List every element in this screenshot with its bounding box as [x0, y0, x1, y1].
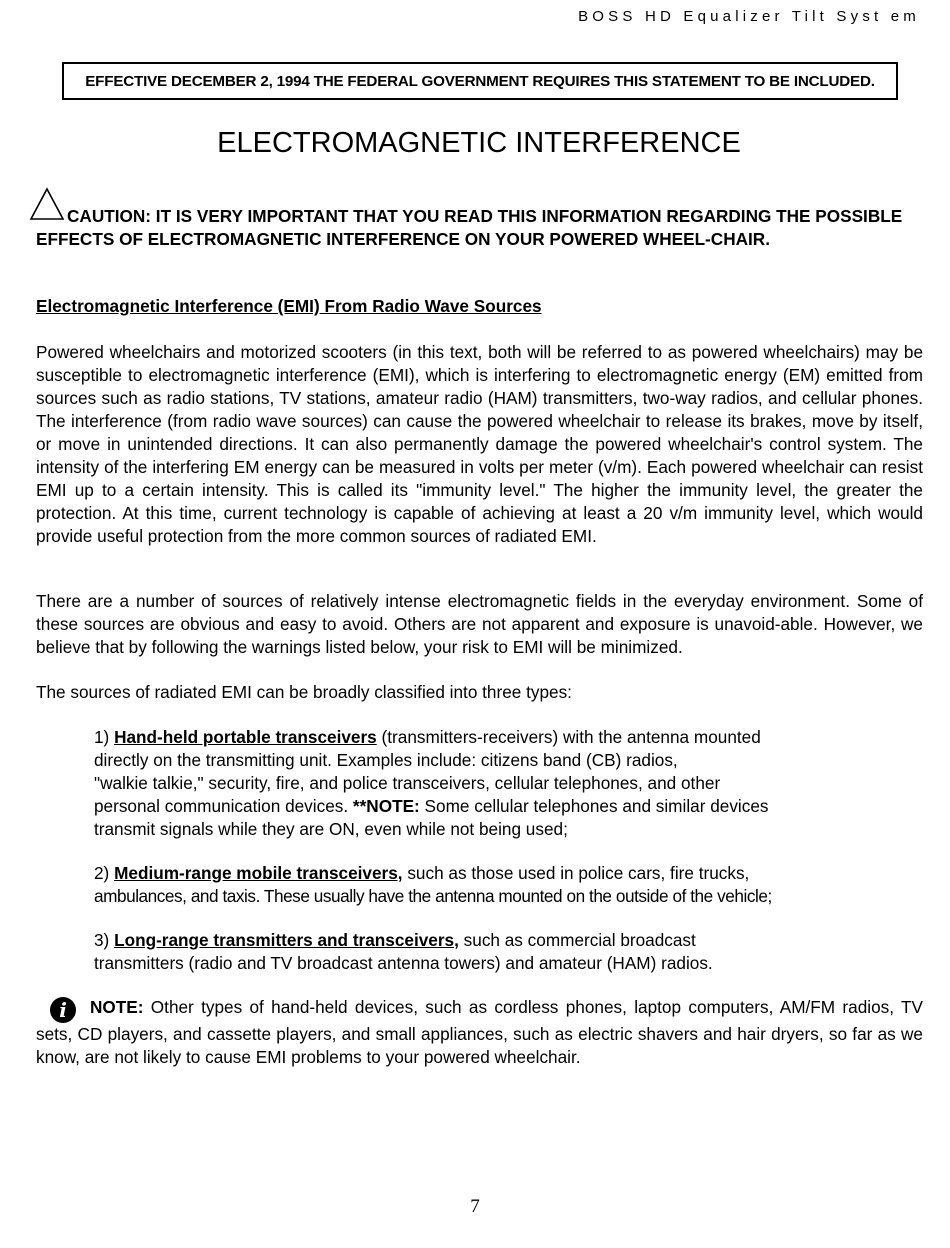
section-heading: Electromagnetic Interference (EMI) From Radio Wave Sources: [36, 296, 542, 316]
note-label: NOTE:: [90, 997, 144, 1017]
source-text-line: ambulances, and taxis. These usually have the antenna mounted on the outside of the vehicle;: [94, 886, 772, 906]
page-title: ELECTROMAGNETIC INTERFERENCE: [217, 127, 741, 159]
source-text-line: personal communication devices.: [94, 796, 349, 816]
source-text-line: "walkie talkie," security, fire, and police transceivers, cellular telephones, and other: [94, 773, 721, 793]
running-header: BOSS HD Equalizer Tilt Syst em: [578, 8, 920, 25]
source-number: 3): [94, 930, 110, 950]
source-item-medium-range: [94, 862, 864, 908]
source-text-line: such as commercial broadcast: [463, 930, 696, 950]
source-title: Medium-range mobile transceivers,: [114, 863, 403, 883]
source-item-handheld: [94, 726, 864, 841]
federal-notice-box: [62, 62, 898, 100]
warning-triangle-icon: [29, 187, 65, 221]
caution-block: [36, 205, 916, 251]
source-number: 1): [94, 727, 110, 747]
source-text-line: directly on the transmitting unit. Examples include: citizens band (CB) radios,: [94, 750, 678, 770]
source-note-line: Some cellular telephones and similar devices: [424, 796, 769, 816]
source-note-line: transmit signals while they are ON, even while not being used;: [94, 819, 568, 839]
source-text-line: such as those used in police cars, fire trucks,: [407, 863, 750, 883]
source-text-line: (transmitters-receivers) with the antenna mounted: [381, 727, 761, 747]
source-item-long-range: [94, 929, 864, 975]
note-text: Other types of hand-held devices, such as cordless phones, laptop computers, AM/FM radios, TV sets, CD players, and cassette players, and small appliances, such as electric shavers and hair dryers, so far as we know, are not likely to cause EMI problems to your powered wheelchair.: [36, 997, 923, 1067]
source-number: 2): [94, 863, 110, 883]
paragraph-emi-sources: There are a number of sources of relatively intense electromagnetic fields in the everyday environment. Some of these sources are obvious and easy to avoid. Others are not apparent and exposure is unavoid-able. However, we believe that by following the warnings listed below, your risk to EMI will be minimized.: [36, 591, 923, 657]
caution-text: CAUTION: IT IS VERY IMPORTANT THAT YOU READ THIS INFORMATION REGARDING THE POSSIBLE EFFECTS OF ELECTROMAGNETIC INTERFERENCE ON YOUR POWERED WHEEL-CHAIR.: [36, 206, 903, 249]
source-title: Long-range transmitters and transceivers,: [114, 930, 459, 950]
source-note-label: **NOTE:: [352, 796, 420, 816]
federal-notice-text: EFFECTIVE DECEMBER 2, 1994 THE FEDERAL GOVERNMENT REQUIRES THIS STATEMENT TO BE INCLUDED.: [85, 72, 875, 90]
info-icon: i: [50, 997, 76, 1023]
page-number: 7: [470, 1196, 480, 1217]
source-title: Hand-held portable transceivers: [114, 727, 377, 747]
paragraph-emi-types: The sources of radiated EMI can be broadly classified into three types:: [36, 682, 572, 702]
note-block: [36, 996, 923, 1069]
source-text-line: transmitters (radio and TV broadcast antenna towers) and amateur (HAM) radios.: [94, 953, 713, 973]
paragraph-emi-overview: Powered wheelchairs and motorized scooters (in this text, both will be referred to as powered wheelchairs) may be susceptible to electromagnetic interference (EMI), which is interfering to electromagnetic energy (EM) emitted from sources such as radio stations, TV stations, amateur radio (HAM) transmitters, two-way radios, and cellular phones. The interference (from radio wave sources) can cause the powered wheelchair to release its brakes, move by itself, or move in unintended directions. It can also permanently damage the powered wheelchair's control system. The intensity of the interfering EM energy can be measured in volts per meter (v/m). Each powered wheelchair can resist EMI up to a certain intensity. This is called its "immunity level." The higher the immunity level, the greater the protection. At this time, current technology is capable of achieving at least a 20 v/m immunity level, which would provide useful protection from the more common sources of radiated EMI.: [36, 342, 923, 546]
